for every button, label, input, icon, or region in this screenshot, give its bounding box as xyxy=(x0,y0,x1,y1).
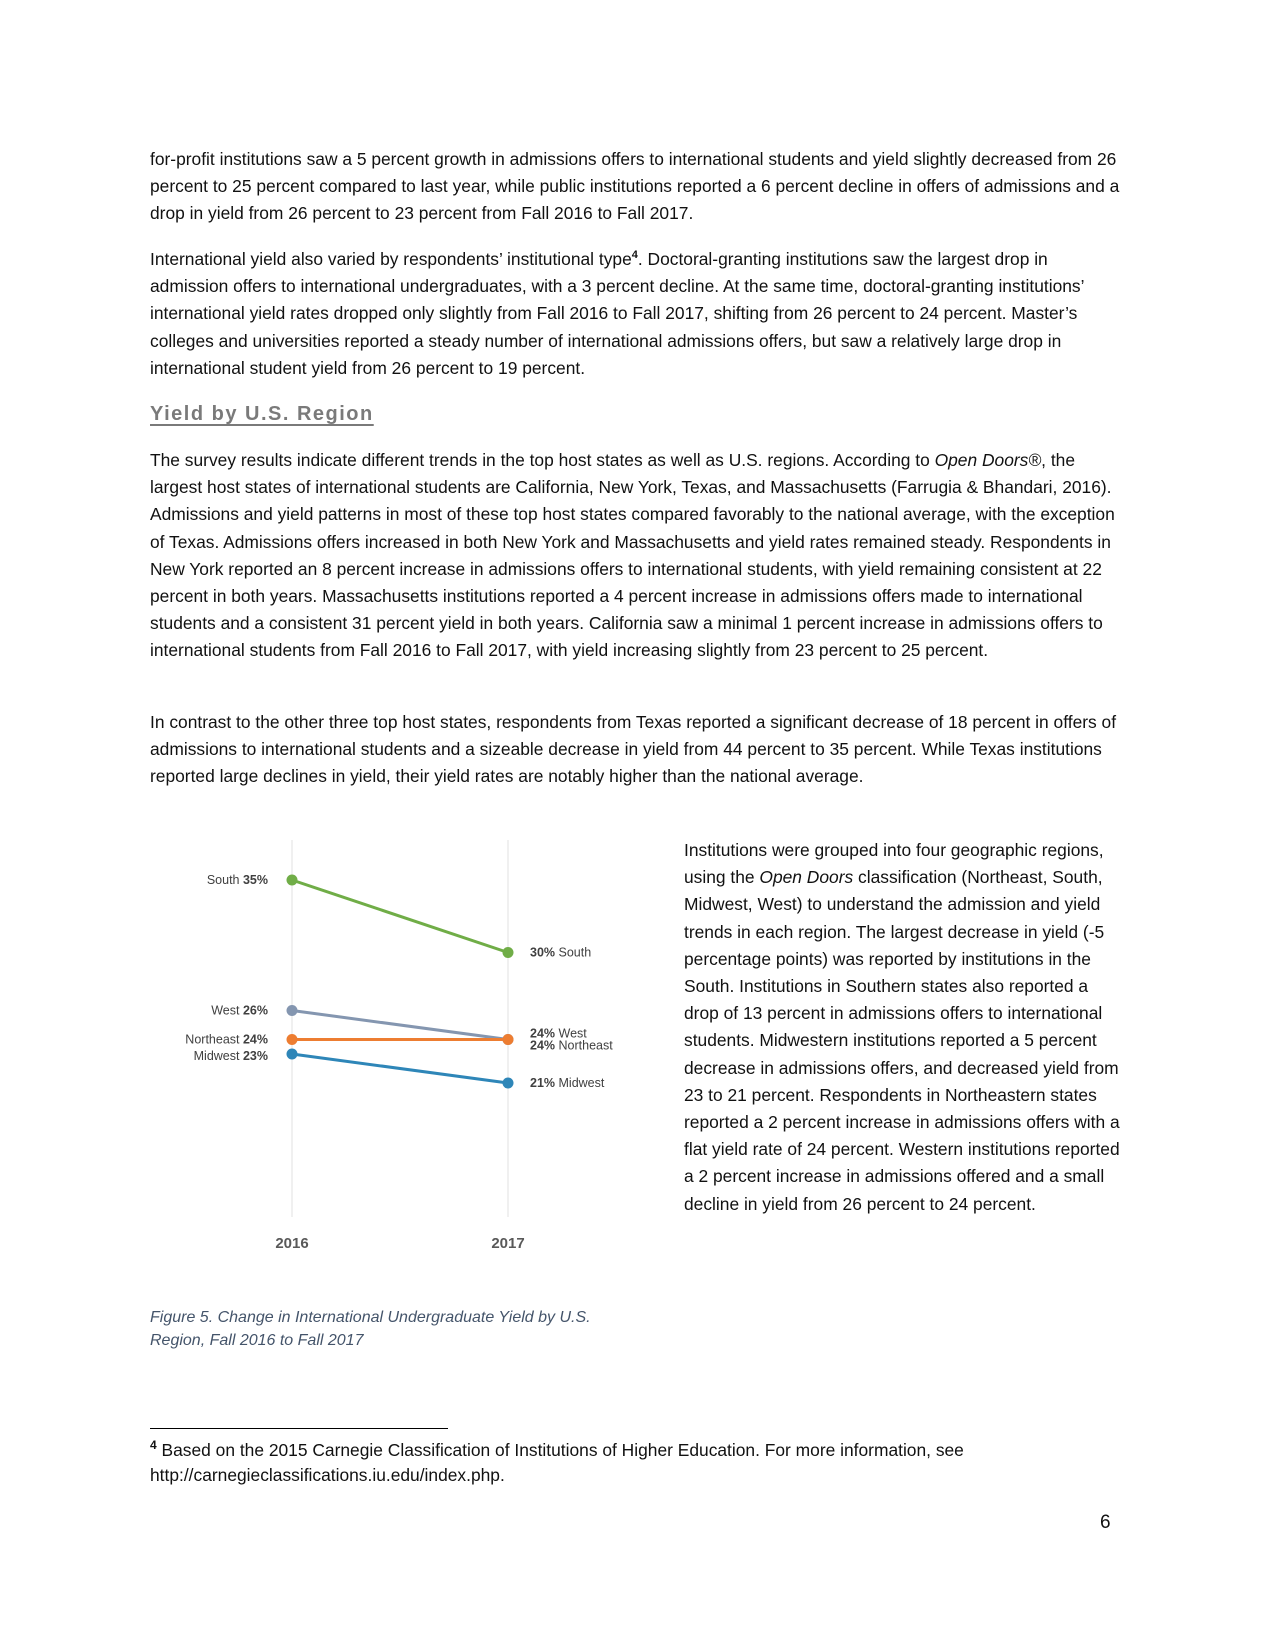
footnote-reference[interactable]: 4 xyxy=(631,249,638,262)
paragraph-4: In contrast to the other three top host states, respondents from Texas reported a significant decrease of 18 percent in offers of admissions to international students and a sizeable decrease in yield from 44 percent to 35 percent. While Texas institutions reported large declines in yield, their yield rates are notably higher than the national average. xyxy=(150,712,1117,787)
left-label-northeast: Northeast 24% xyxy=(185,1032,268,1047)
side-paragraph xyxy=(684,837,1124,1218)
right-label-south: 30% South xyxy=(530,945,592,960)
series-line-south xyxy=(292,880,508,953)
side-paragraph-part2: classification (Northeast, South, Midwest, West) to understand the admission and yield trends in each region. The largest decrease in yield (-5 percentage points) was reported by institutions in the South. Institutions in Southern states also reported a drop of 13 percent in admissions offers to international students. Midwestern institutions reported a 5 percent decrease in admissions offers, and decreased yield from 23 to 21 percent. Respondents in Northeastern states reported a 2 percent increase in admissions offers with a flat yield rate of 24 percent. Western institutions reported a 2 percent increase in admissions offered and a small decline in yield from 26 percent to 24 percent. xyxy=(684,867,1120,1214)
point-midwest-2016 xyxy=(287,1049,298,1060)
paragraph-1: for-profit institutions saw a 5 percent growth in admissions offers to international students and yield slightly decreased from 26 percent to 25 percent compared to last year, while public institutions reported a 6 percent decline in offers of admissions and a drop in yield from 26 percent to 23 percent from Fall 2016 to Fall 2017. xyxy=(150,149,1120,224)
point-midwest-2017 xyxy=(503,1078,514,1089)
paragraph-3-part1: The survey results indicate different trends in the top host states as well as U.S. regions. According to xyxy=(150,450,935,470)
series-line-midwest xyxy=(292,1054,508,1083)
point-south-2016 xyxy=(287,875,298,886)
right-label-midwest: 21% Midwest xyxy=(530,1076,605,1090)
figure-caption: Figure 5. Change in International Undergraduate Yield by U.S. Region, Fall 2016 to Fall 2017 xyxy=(150,1309,591,1349)
page-number: 6 xyxy=(1100,1512,1111,1533)
paragraph-2 xyxy=(150,246,1125,382)
left-label-west: West 26% xyxy=(211,1003,268,1018)
paragraph-3-italic: Open Doors® xyxy=(934,450,1042,470)
paragraph-2-part1: International yield also varied by respondents’ institutional type xyxy=(150,249,632,269)
footnote xyxy=(150,1438,1110,1488)
left-label-midwest: Midwest 23% xyxy=(193,1049,268,1063)
chart-svg xyxy=(150,840,670,1300)
footnote-text: Based on the 2015 Carnegie Classification of Institutions of Higher Education. For more information, see http://carnegieclassifications.iu.edu/index.php. xyxy=(150,1440,964,1485)
point-northeast-2016 xyxy=(287,1034,298,1045)
paragraph-3-part2: , the largest host states of international students are California, New York, Texas, and Massachusetts (Farrugia & Bhandari, 2016). Admissions and yield patterns in most of these top host states compared favorably to the national average, with the exception of Texas. Admissions offers increased in both New York and Massachusetts and yield rates remained steady. Respondents in New York reported an 8 percent increase in admissions offers to international students, with yield remaining consistent at 22 percent in both years. Massachusetts institutions reported a 4 percent increase in admissions offers made to international students and a consistent 31 percent yield in both years. California saw a minimal 1 percent increase in admissions offers to international students from Fall 2016 to Fall 2017, with yield increasing slightly from 23 percent to 25 percent. xyxy=(150,450,1115,661)
section-heading: Yield by U.S. Region xyxy=(150,403,374,425)
point-south-2017 xyxy=(503,947,514,958)
right-label-west: 24% West xyxy=(530,1026,587,1041)
footnote-divider xyxy=(150,1428,448,1429)
side-paragraph-italic: Open Doors xyxy=(759,867,854,888)
x-tick-label-2016: 2016 xyxy=(275,1235,309,1252)
footnote-number: 4 xyxy=(150,1438,157,1453)
point-northeast-2017 xyxy=(503,1034,514,1045)
side-paragraph-part1: Institutions were grouped into four geographic regions, using the xyxy=(684,840,1104,888)
paragraph-3 xyxy=(150,447,1125,665)
left-label-south: South 35% xyxy=(206,873,268,887)
right-label-northeast: 24% Northeast xyxy=(530,1038,613,1053)
series-line-west xyxy=(292,1011,508,1040)
yield-region-chart xyxy=(150,840,670,1300)
paragraph-2-part2: . Doctoral-granting institutions saw the largest drop in admission offers to international undergraduates, with a 3 percent decline. At the same time, doctoral-granting institutions’ international yield rates dropped only slightly from Fall 2016 to Fall 2017, shifting from 26 percent to 24 percent. Master’s colleges and universities reported a steady number of international admissions offers, but saw a relatively large drop in international student yield from 26 percent to 19 percent. xyxy=(150,249,1084,378)
point-west-2016 xyxy=(287,1005,298,1016)
x-tick-label-2017: 2017 xyxy=(491,1235,525,1252)
